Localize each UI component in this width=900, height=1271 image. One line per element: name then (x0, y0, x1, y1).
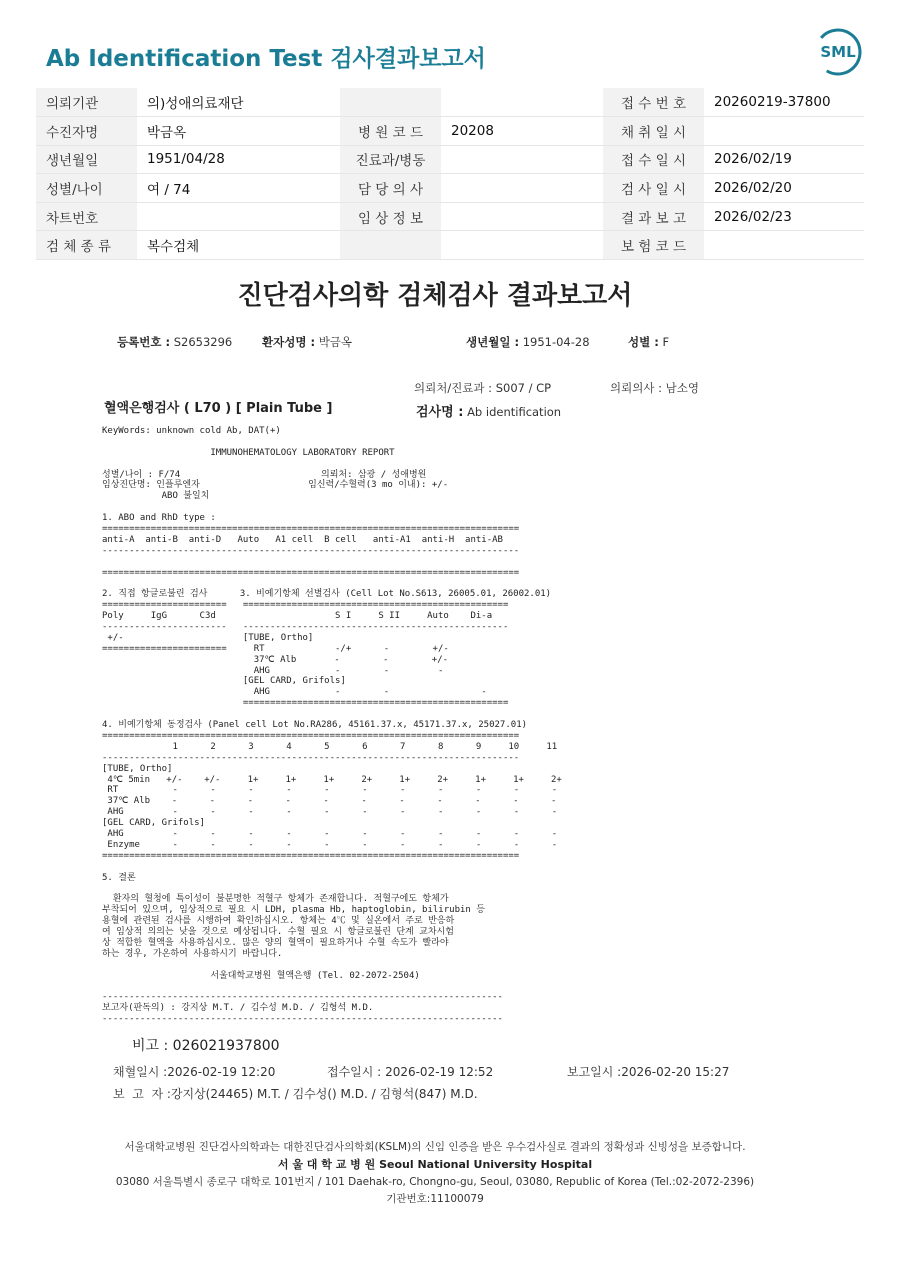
referring-dept: 의뢰처/진료과 : S007 / CP (414, 381, 552, 395)
report-line: ======================= RT -/+ - +/- (102, 643, 449, 654)
report-title: 진단검사의학 검체검사 결과보고서 (237, 281, 633, 311)
footer-certification: 서울대학교병원 진단검사의학과는 대한진단검사의학회(KSLM)의 신임 인증을 받은 우수검사실로 결과의 정확성과 신빙성을 보증합니다. (124, 1141, 746, 1153)
sml-logo (812, 26, 864, 78)
report-line: 4. 비예기항체 동정검사 (Panel cell Lot No.RA286, 45161.37.x, 45171.37.x, 25027.01) (102, 720, 528, 731)
reporter: 보 고 자 :강지상(24465) M.T. / 김수성() M.D. / 김형석(847) M.D. (113, 1087, 478, 1101)
info-label: 병 원 코 드 (340, 117, 441, 146)
report-line (102, 557, 562, 568)
report-line: ============================================================================= (102, 850, 520, 861)
report-line: ============================================================================= (102, 567, 520, 578)
report-line: 37℃ Alb - - - - - - - - - - - (102, 796, 557, 807)
info-label: 임 상 정 보 (340, 202, 441, 231)
info-value: 2026/02/23 (704, 202, 864, 231)
info-row (36, 231, 864, 260)
patient-name: 환자성명 : 박금옥 (262, 335, 353, 349)
report-line (102, 862, 562, 873)
info-label: 결 과 보 고 (603, 202, 704, 231)
info-value (441, 88, 603, 117)
info-label: 성별/나이 (36, 174, 137, 203)
info-value: 2026/02/19 (704, 145, 864, 174)
report-line: IMMUNOHEMATOLOGY LABORATORY REPORT (102, 447, 395, 458)
info-label: 의뢰기관 (36, 88, 137, 117)
patient-dob: 생년월일 : 1951-04-28 (466, 335, 590, 349)
info-label: 접 수 일 시 (603, 145, 704, 174)
logo-text: SML (820, 43, 856, 61)
info-value: 1951/04/28 (137, 145, 340, 174)
report-line: ======================= ================================================= (102, 600, 509, 611)
receipt-datetime: 접수일시 : 2026-02-19 12:52 (327, 1065, 494, 1079)
test-group: 혈액은행검사 ( L70 ) [ Plain Tube ] (104, 401, 333, 416)
info-label (340, 88, 441, 117)
report-line: KeyWords: unknown cold Ab, DAT(+) (102, 426, 281, 436)
footer-institution-code: 기관번호:11100079 (386, 1193, 484, 1205)
report-line (102, 981, 562, 992)
test-name: 검사명 : Ab identification (416, 405, 562, 420)
report-line: [GEL CARD, Grifols] (102, 676, 346, 687)
report-line: 4℃ 5min +/- +/- 1+ 1+ 1+ 2+ 1+ 2+ 1+ 1+ 2+ (102, 774, 562, 785)
report-line: anti-A anti-B anti-D Auto A1 cell B cell anti-A1 anti-H anti-AB (102, 534, 503, 545)
footer-address: 03080 서울특별시 종로구 대학로 101번지 / 101 Daehak-ro, Chongno-gu, Seoul, 03080, Republic of Korea (Tel.:02-2072-2396) (115, 1176, 755, 1188)
info-label: 검 체 종 류 (36, 231, 137, 260)
referring-doctor: 의뢰의사 : 남소영 (610, 381, 699, 395)
registration-number: 등록번호 : S2653296 (117, 335, 233, 349)
report-line (102, 578, 562, 589)
info-value: 2026/02/20 (704, 174, 864, 203)
report-line: 하는 경우, 가온하여 사용하시기 바랍니다. (102, 948, 283, 959)
report-line (102, 502, 562, 513)
report-line: ----------------------------------------------------------------------------- (102, 752, 520, 763)
info-row (36, 88, 864, 117)
report-line: 부착되어 있으며, 임상적으로 필요 시 LDH, plasma Hb, haptoglobin, bilirubin 등 (102, 905, 485, 916)
info-row (36, 117, 864, 146)
report-line: AHG - - - - - - - - - - - (102, 807, 558, 818)
info-label: 차트번호 (36, 202, 137, 231)
info-value (441, 202, 603, 231)
info-label: 생년월일 (36, 145, 137, 174)
info-row (36, 174, 864, 203)
info-value (441, 145, 603, 174)
info-value: 박금옥 (137, 117, 340, 146)
report-line: [TUBE, Ortho] (102, 763, 173, 774)
report-line: 보고자(판독의) : 강지상 M.T. / 김수성 M.D. / 김형석 M.D. (102, 1003, 374, 1014)
report-line: AHG - - - - - - - - - - - (102, 828, 558, 839)
page-title: Ab Identification Test 검사결과보고서 (46, 46, 486, 72)
footer-hospital: 서 울 대 학 교 병 원 Seoul National University Hospital (277, 1158, 593, 1171)
report-line: -------------------------------------------------------------------------- (102, 1014, 503, 1025)
info-value (441, 174, 603, 203)
report-line: [GEL CARD, Grifols] (102, 818, 205, 829)
report-line: RT - - - - - - - - - - - (102, 785, 558, 796)
report-line: 임상진단명: 인플루엔자 임신력/수혈력(3 mo 이내): +/- (102, 480, 449, 491)
info-row (36, 145, 864, 174)
report-line: 37℃ Alb - - +/- (102, 654, 449, 665)
info-label: 진료과/병동 (340, 145, 441, 174)
report-line: 서울대학교병원 혈액은행 (Tel. 02-2072-2504) (102, 970, 420, 981)
report-line: 1. ABO and RhD type : (102, 513, 216, 524)
report-line: 환자의 혈청에 특이성이 불분명한 적혈구 항체가 존재합니다. 적혈구에도 항체가 (102, 894, 449, 905)
info-label: 보 험 코 드 (603, 231, 704, 260)
remark: 비고 : 026021937800 (132, 1038, 280, 1054)
report-line: 2. 직접 항글로불린 검사 3. 비예기항체 선별검사 (Cell Lot No.S613, 26005.01, 26002.01) (102, 589, 552, 600)
report-line: 5. 결론 (102, 872, 136, 883)
report-datetime: 보고일시 :2026-02-20 15:27 (567, 1065, 730, 1079)
report-line (102, 437, 562, 448)
report-line: 용혈에 관련된 검사를 시행하여 확인하십시오. 항체는 4℃ 및 실온에서 주로 반응하 (102, 916, 455, 927)
info-value (704, 117, 864, 146)
info-value (704, 231, 864, 260)
patient-info-table (36, 88, 864, 260)
info-label: 담 당 의 사 (340, 174, 441, 203)
report-line: ============================================================================= (102, 730, 520, 741)
info-row (36, 202, 864, 231)
report-line: AHG - - - (102, 665, 444, 676)
info-value: 의)성애의료재단 (137, 88, 340, 117)
report-line: 1 2 3 4 5 6 7 8 9 10 11 (102, 741, 558, 752)
collection-datetime: 채혈일시 :2026-02-19 12:20 (113, 1065, 276, 1079)
report-line (102, 960, 562, 971)
report-line (102, 883, 562, 894)
info-label: 접 수 번 호 (603, 88, 704, 117)
report-line: AHG - - - (102, 687, 487, 698)
report-line: 성별/나이 : F/74 의뢰처: 삼광 / 성애병원 (102, 469, 427, 480)
info-label: 채 취 일 시 (603, 117, 704, 146)
report-line: -------------------------------------------------------------------------- (102, 992, 503, 1003)
info-value: 복수검체 (137, 231, 340, 260)
report-line: ================================================= (102, 698, 509, 709)
report-line: 상 적합한 혈액을 사용하십시오. 많은 양의 혈액이 필요하거나 수혈 속도가 빨라야 (102, 937, 449, 948)
info-label: 수진자명 (36, 117, 137, 146)
report-line (102, 459, 562, 470)
report-line: 여 임상적 의의는 낮을 것으로 예상됩니다. 수혈 필요 시 항글로불린 단계 교차시험 (102, 926, 454, 937)
patient-sex: 성별 : F (628, 335, 670, 349)
report-line: ----------------------- ------------------------------------------------- (102, 622, 509, 633)
info-value: 20260219-37800 (704, 88, 864, 117)
report-line: ----------------------------------------------------------------------------- (102, 545, 520, 556)
info-value (441, 231, 603, 260)
report-line: ABO 불일치 (102, 491, 210, 502)
info-label (340, 231, 441, 260)
report-line: ============================================================================= (102, 524, 520, 535)
info-value (137, 202, 340, 231)
report-line: Poly IgG C3d S I S II Auto Di-a (102, 611, 493, 622)
info-value: 여 / 74 (137, 174, 340, 203)
lab-report-body (102, 426, 562, 1025)
report-line: Enzyme - - - - - - - - - - - (102, 839, 558, 850)
info-label: 검 사 일 시 (603, 174, 704, 203)
report-line (102, 709, 562, 720)
info-value: 20208 (441, 117, 603, 146)
report-line: +/- [TUBE, Ortho] (102, 632, 314, 643)
